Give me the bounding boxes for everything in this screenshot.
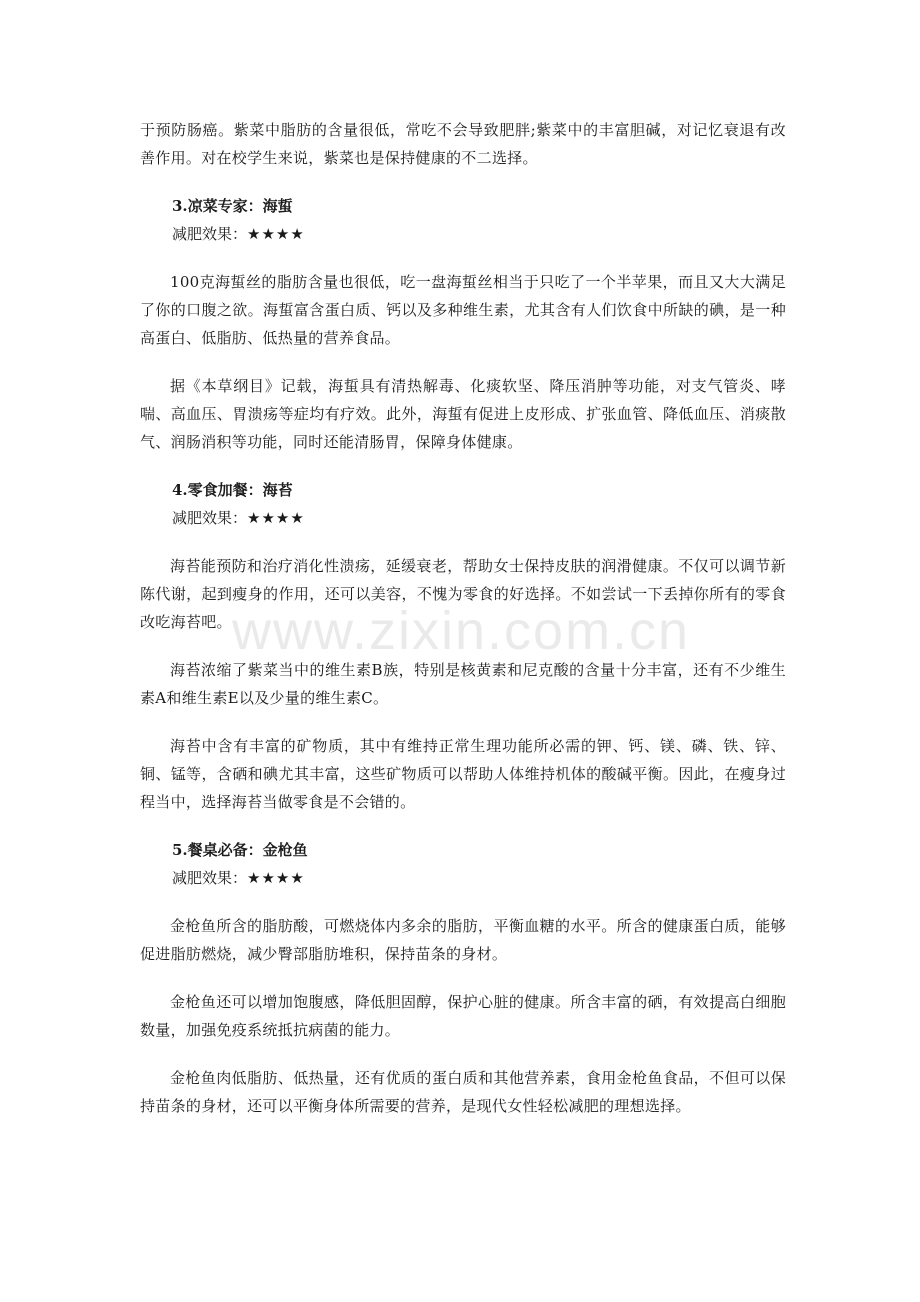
section-paragraph: 金枪鱼所含的脂肪酸，可燃烧体内多余的脂肪，平衡血糖的水平。所含的健康蛋白质，能够促进脂肪燃烧，减少臀部脂肪堆积，保持苗条的身材。 [140,917,786,963]
rating-line [140,220,786,248]
rating-line [140,504,786,532]
rating-stars: ★★★★ [247,869,305,887]
section-paragraph: 海苔中含有丰富的矿物质，其中有维持正常生理功能所必需的钾、钙、镁、磷、铁、锌、铜、锰等，含硒和碘尤其丰富，这些矿物质可以帮助人体维持机体的酸碱平衡。因此，在瘦身过程当中，选择海苔当做零食是不会错的。 [140,737,786,811]
rating-label: 减肥效果： [172,509,248,527]
intro-paragraph: 于预防肠癌。紫菜中脂肪的含量很低，常吃不会导致肥胖;紫菜中的丰富胆碱，对记忆衰退有改善作用。对在校学生来说，紫菜也是保持健康的不二选择。 [140,121,786,167]
section-paragraph: 金枪鱼肉低脂肪、低热量，还有优质的蛋白质和其他营养素，食用金枪鱼食品，不但可以保持苗条的身材，还可以平衡身体所需要的营养，是现代女性轻松减肥的理想选择。 [140,1069,786,1115]
section-heading: 4.零食加餐：海苔 [172,481,293,499]
rating-stars: ★★★★ [247,509,305,527]
rating-line [140,864,786,892]
section-paragraph: 海苔浓缩了紫菜当中的维生素B族，特别是核黄素和尼克酸的含量十分丰富，还有不少维生素A和维生素E以及少量的维生素C。 [140,661,786,707]
section-tuna [140,836,786,1120]
section-heading: 5.餐桌必备：金枪鱼 [172,841,308,859]
section-jellyfish [140,192,786,456]
section-paragraph: 据《本草纲目》记载，海蜇具有清热解毒、化痰软坚、降压消肿等功能，对支气管炎、哮喘、高血压、胃溃疡等症均有疗效。此外，海蜇有促进上皮形成、扩张血管、降低血压、消痰散气、润肠消积等功能，同时还能清肠胃，保障身体健康。 [140,377,786,451]
rating-stars: ★★★★ [247,225,305,243]
section-heading: 3.凉菜专家：海蜇 [172,197,293,215]
section-paragraph: 海苔能预防和治疗消化性溃疡，延缓衰老，帮助女士保持皮肤的润滑健康。不仅可以调节新陈代谢，起到瘦身的作用，还可以美容，不愧为零食的好选择。不如尝试一下丢掉你所有的零食改吃海苔吧。 [140,557,786,631]
rating-label: 减肥效果： [172,869,248,887]
section-paragraph: 金枪鱼还可以增加饱腹感，降低胆固醇，保护心脏的健康。所含丰富的硒，有效提高白细胞数量，加强免疫系统抵抗病菌的能力。 [140,993,786,1039]
section-seaweed [140,476,786,816]
article-body [140,116,786,1140]
section-paragraph: 100克海蜇丝的脂肪含量也很低，吃一盘海蜇丝相当于只吃了一个半苹果，而且又大大满足了你的口腹之欲。海蜇富含蛋白质、钙以及多种维生素，尤其含有人们饮食中所缺的碘，是一种高蛋白、低脂肪、低热量的营养食品。 [140,273,786,347]
watermark: www.zixin.com.cn [232,601,691,661]
rating-label: 减肥效果： [172,225,248,243]
